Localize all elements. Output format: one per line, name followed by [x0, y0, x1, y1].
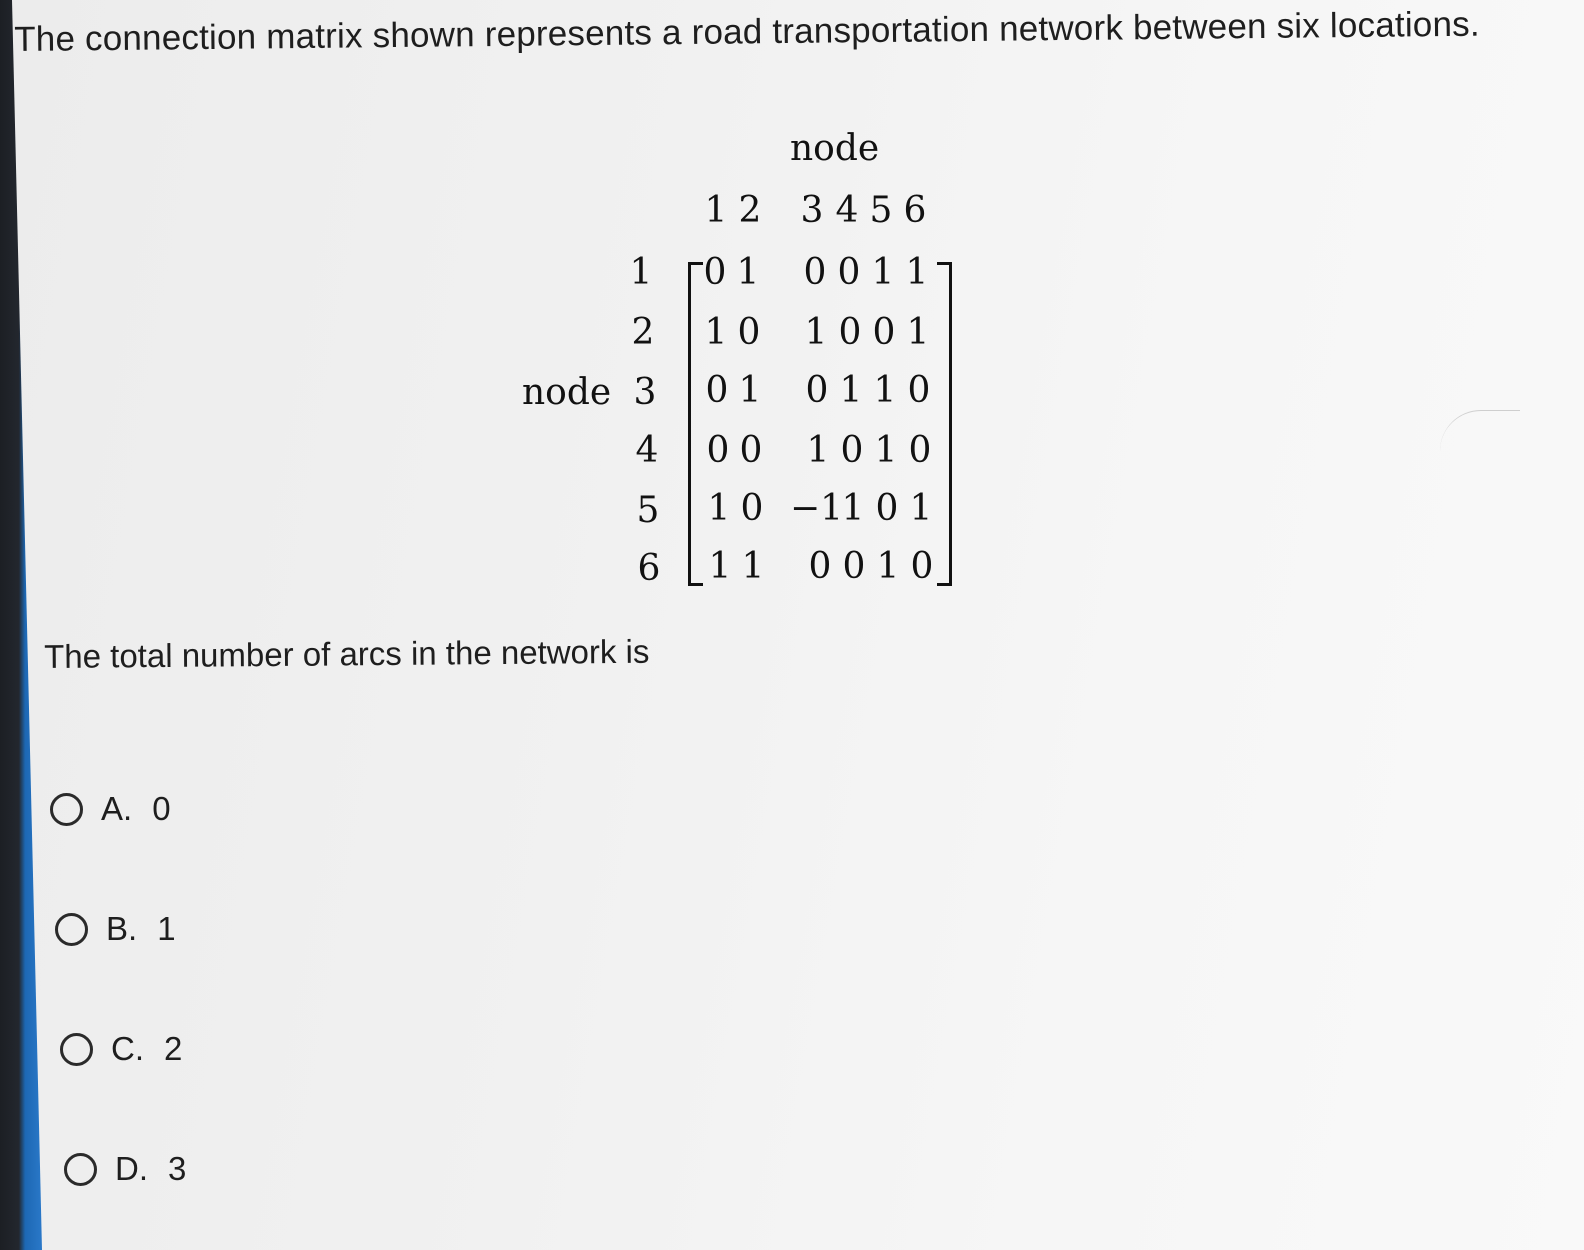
- matrix-cell: 0: [803, 252, 827, 293]
- col-header: 5: [869, 190, 893, 231]
- matrix-cell: 0: [703, 252, 727, 293]
- option-a[interactable]: [50, 790, 171, 828]
- option-letter: C.: [111, 1030, 144, 1067]
- option-c[interactable]: [60, 1030, 182, 1068]
- question-text: The connection matrix shown represents a road transportation network between six locations.: [14, 4, 1480, 59]
- option-value: 0: [152, 790, 171, 827]
- option-value: 2: [164, 1030, 183, 1067]
- row-header: 4: [635, 430, 659, 471]
- matrix-cell: 1: [876, 546, 900, 587]
- radio-icon[interactable]: [55, 913, 88, 946]
- option-letter: B.: [106, 910, 138, 947]
- matrix-side-label: node: [522, 372, 612, 413]
- matrix-cell: 1: [874, 430, 898, 471]
- matrix-top-label: node: [790, 128, 880, 169]
- radio-icon[interactable]: [50, 793, 83, 826]
- option-b[interactable]: [55, 910, 176, 948]
- matrix-cell: −1: [790, 488, 844, 529]
- matrix-cell: 0: [840, 430, 864, 471]
- matrix-cell: 1: [906, 312, 930, 353]
- row-header: 5: [636, 490, 660, 531]
- col-header: 6: [903, 190, 927, 231]
- matrix-cell: 0: [805, 370, 829, 411]
- radio-icon[interactable]: [60, 1033, 93, 1066]
- matrix-cell: 1: [839, 370, 863, 411]
- matrix-cell: 1: [909, 488, 933, 529]
- matrix-cell: 1: [708, 546, 732, 587]
- matrix-left-bracket: [688, 262, 703, 586]
- matrix-cell: 0: [838, 312, 862, 353]
- connection-matrix: [0, 0, 1584, 620]
- option-letter: A.: [101, 790, 133, 827]
- matrix-cell: 0: [737, 312, 761, 353]
- matrix-cell: 1: [741, 546, 765, 587]
- col-header: 4: [835, 190, 859, 231]
- matrix-cell: 1: [738, 370, 762, 411]
- matrix-cell: 0: [706, 430, 730, 471]
- row-header: 1: [629, 252, 653, 293]
- matrix-cell: 0: [837, 252, 861, 293]
- matrix-cell: 0: [910, 546, 934, 587]
- sub-question-text: The total number of arcs in the network is: [44, 632, 650, 675]
- row-header: 2: [631, 312, 655, 353]
- matrix-cell: 0: [808, 546, 832, 587]
- col-header: 3: [800, 190, 824, 231]
- col-header: 2: [738, 190, 762, 231]
- matrix-cell: 0: [908, 430, 932, 471]
- matrix-cell: 1: [871, 252, 895, 293]
- row-header: 6: [637, 548, 661, 589]
- matrix-cell: 1: [707, 488, 731, 529]
- radio-icon[interactable]: [64, 1153, 97, 1186]
- matrix-right-bracket: [937, 262, 952, 586]
- matrix-cell: 0: [872, 312, 896, 353]
- matrix-cell: 0: [705, 370, 729, 411]
- matrix-cell: 0: [842, 546, 866, 587]
- option-letter: D.: [115, 1150, 148, 1187]
- option-value: 1: [157, 910, 176, 947]
- matrix-cell: 1: [704, 312, 728, 353]
- col-header: 1: [704, 190, 728, 231]
- matrix-cell: 1: [804, 312, 828, 353]
- matrix-cell: 1: [841, 488, 865, 529]
- matrix-cell: 0: [740, 488, 764, 529]
- option-value: 3: [168, 1150, 187, 1187]
- matrix-cell: 0: [739, 430, 763, 471]
- matrix-cell: 1: [806, 430, 830, 471]
- matrix-cell: 0: [875, 488, 899, 529]
- matrix-cell: 1: [736, 252, 760, 293]
- option-d[interactable]: [64, 1150, 186, 1188]
- matrix-cell: 1: [873, 370, 897, 411]
- matrix-cell: 1: [905, 252, 929, 293]
- row-header: 3: [633, 372, 657, 413]
- matrix-cell: 0: [907, 370, 931, 411]
